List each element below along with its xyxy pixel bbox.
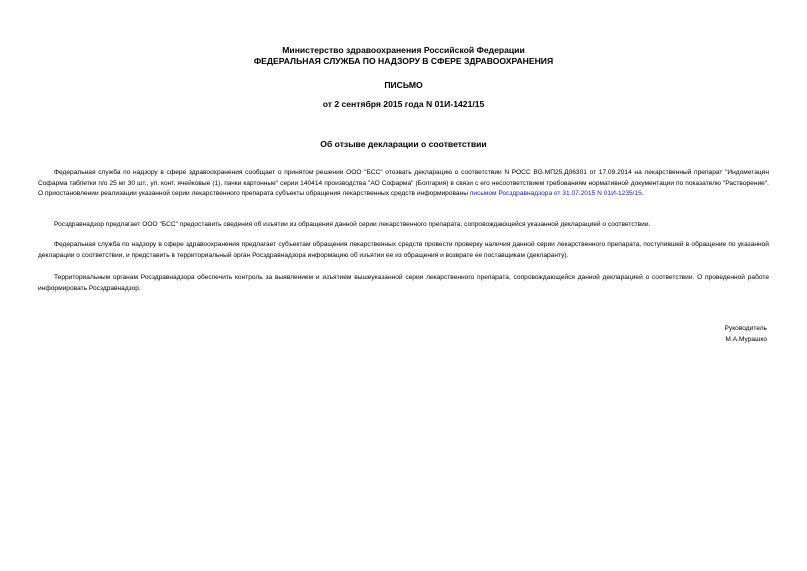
paragraph-1-text: Федеральная служба по надзору в сфере здравоохранения сообщает о принятом решении ООО "БСС" отозвать декларацию о соответствии N РОСС BG.МП25.Д06301 от 17.09.2014 на лекарственный препарат "Индометацин Софарма таблетки п/о 25 мг 30 шт., уп. конт. ячейковые (1), пачки картонные" серии 140414 производства "АО Софарма" (Болгария) в связи с его несоответствием требованиям нормативной документации по показателю "Растворение". О приостановлении реализации указанной серии лекарственного препарата субъекты обращения лекарственных средств информированы — [38, 169, 769, 198]
paragraph-1 — [38, 168, 769, 200]
paragraph-1-end: . — [641, 190, 644, 198]
document-date-number: от 2 сентября 2015 года N 01И-1421/15 — [322, 99, 485, 109]
paragraph-3: Федеральная служба по надзору в сфере здравоохранения предлагает субъектам обращения лекарственных средств провести проверку наличия данной серии лекарственного препарата, поступившей в обращение по указанной декларации о соответствии, и представить в территориальный орган Росздравнадзора информацию об изъятии ее из обращения и возврате ее поставщикам (декларанту). — [38, 241, 769, 259]
paragraph-2: Росздравнадзор предлагает ООО "БСС" предоставить сведения об изъятии из обращения данной серии лекарственного препарата, сопровождающейся указанной декларацией о соответствии. — [54, 221, 651, 228]
reference-link[interactable]: письмом Росздравнадзора от 31.07.2015 N 01И-1235/15 — [469, 190, 642, 198]
signature-name: М.А.Мурашко — [725, 336, 767, 343]
document-type: ПИСЬМО — [384, 80, 423, 90]
signature-title: Руководитель — [724, 325, 767, 332]
paragraph-4: Территориальным органам Росздравнадзора обеспечить контроль за выявлением и изъятием вышеуказанной серии лекарственного препарата, сопровождающейся данной декларацией о соответствии. О проведенной работе информировать Росздравнадзор. — [38, 274, 769, 292]
ministry-title: Министерство здравоохранения Российской Федерации — [282, 45, 525, 55]
document-subject: Об отзыве декларации о соответствии — [320, 139, 487, 149]
service-title: ФЕДЕРАЛЬНАЯ СЛУЖБА ПО НАДЗОРУ В СФЕРЕ ЗДРАВООХРАНЕНИЯ — [253, 56, 554, 66]
